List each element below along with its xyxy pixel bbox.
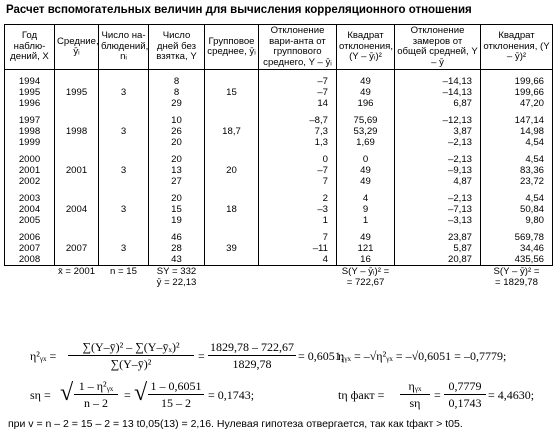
- group-mean-cell: [205, 193, 259, 204]
- count-cell: [99, 232, 149, 243]
- dev-group-cell: 14: [259, 98, 337, 109]
- days-cell: 20: [149, 193, 205, 204]
- dev-total-cell: 4,87: [395, 176, 481, 187]
- dev-group-cell: –8,7: [259, 115, 337, 126]
- table-body: [5, 70, 553, 289]
- sq-total-cell: 4,54: [481, 154, 553, 165]
- s-eta-formula: [30, 378, 270, 412]
- table-row: [5, 215, 553, 226]
- header-row: [5, 25, 553, 70]
- group-mean-cell: 39: [205, 243, 259, 254]
- header-year: Год наблю-дений, X: [5, 25, 55, 70]
- sq-group-cell: 16: [337, 254, 395, 266]
- dev-group-cell: 1,3: [259, 137, 337, 148]
- days-cell: 43: [149, 254, 205, 266]
- sq-total-cell: 199,66: [481, 87, 553, 98]
- year-cell: 2007: [5, 243, 55, 254]
- s-lhs: sη =: [30, 388, 51, 402]
- s-fraction-line-2: [148, 394, 204, 395]
- year-cell: 2008: [5, 254, 55, 266]
- eta2-numerator: ∑(Y–ȳ)² – ∑(Y–ȳₓ)²: [82, 340, 180, 354]
- sq-total-cell: 435,56: [481, 254, 553, 266]
- sq-group-cell: 196: [337, 98, 395, 109]
- s-result: = 0,1743;: [208, 388, 255, 402]
- sq-group-cell: 49: [337, 87, 395, 98]
- mean-x-cell: 2007: [55, 243, 99, 254]
- header-count: Число на-блюдений, nᵢ: [99, 25, 149, 70]
- s-fraction-line: [74, 394, 118, 395]
- group-mean-cell: [205, 115, 259, 126]
- dev-group-cell: 7,3: [259, 126, 337, 137]
- table-row: [5, 126, 553, 137]
- eta2-fraction-line-2: [208, 355, 296, 356]
- sq-group-cell: 49: [337, 165, 395, 176]
- table-row: [5, 165, 553, 176]
- s-num-values: 1 – 0,6051: [150, 379, 202, 393]
- year-cell: 2002: [5, 176, 55, 187]
- summary-cell: n = 15: [110, 266, 137, 277]
- sq-group-cell: 49: [337, 76, 395, 87]
- t-fraction-line: [400, 394, 430, 395]
- days-cell: 28: [149, 243, 205, 254]
- mean-x-cell: 2001: [55, 165, 99, 176]
- group-mean-cell: [205, 232, 259, 243]
- t-eq: =: [434, 388, 441, 402]
- mean-x-cell: [55, 193, 99, 204]
- table-row: [5, 254, 553, 266]
- days-cell: 26: [149, 126, 205, 137]
- dev-total-cell: –3,13: [395, 215, 481, 226]
- dev-group-cell: –7: [259, 87, 337, 98]
- table-row: [5, 98, 553, 109]
- summary-cell: x̄ = 2001: [57, 266, 96, 277]
- summary-cell: [5, 277, 55, 288]
- mean-x-cell: [55, 98, 99, 109]
- sq-group-cell: 53,29: [337, 126, 395, 137]
- summary-cell: S(Y – ȳ)² =: [493, 266, 540, 277]
- eta2-den-values: 1829,78: [232, 357, 272, 371]
- eta2-num-values: 1829,78 – 722,67: [210, 340, 294, 354]
- dev-total-cell: –2,13: [395, 137, 481, 148]
- t-num-values: 0,7779: [448, 379, 482, 393]
- dev-group-cell: 7: [259, 232, 337, 243]
- days-cell: 15: [149, 204, 205, 215]
- days-cell: 13: [149, 165, 205, 176]
- sq-group-cell: 4: [337, 193, 395, 204]
- year-cell: 1999: [5, 137, 55, 148]
- dev-total-cell: –12,13: [395, 115, 481, 126]
- table-row: [5, 115, 553, 126]
- mean-x-cell: 1998: [55, 126, 99, 137]
- sq-group-cell: 49: [337, 176, 395, 187]
- dev-group-cell: –11: [259, 243, 337, 254]
- t-fraction-line-2: [444, 394, 486, 395]
- count-cell: 3: [99, 243, 149, 254]
- year-cell: 1994: [5, 76, 55, 87]
- eta2-fraction-line: [68, 355, 194, 356]
- table-row: [5, 87, 553, 98]
- dev-total-cell: 20,87: [395, 254, 481, 266]
- dev-total-cell: 23,87: [395, 232, 481, 243]
- count-cell: 3: [99, 204, 149, 215]
- group-mean-cell: [205, 176, 259, 187]
- summary-cell: [99, 277, 149, 288]
- mean-x-cell: 2004: [55, 204, 99, 215]
- summary-cell: [5, 266, 55, 278]
- summary-cell: [55, 277, 99, 288]
- header-group-mean: Групповое среднее, ȳᵢ: [205, 25, 259, 70]
- dev-group-cell: 7: [259, 176, 337, 187]
- sq-group-cell: 9: [337, 204, 395, 215]
- summary-cell: [395, 266, 481, 278]
- count-cell: [99, 176, 149, 187]
- year-cell: 1996: [5, 98, 55, 109]
- sq-group-cell: 1: [337, 215, 395, 226]
- dev-total-cell: –9,13: [395, 165, 481, 176]
- summary-cell: S(Y – ȳᵢ)² =: [341, 266, 390, 277]
- correlation-table: [4, 24, 553, 288]
- days-cell: 19: [149, 215, 205, 226]
- t-den-values: 0,1743: [448, 396, 482, 410]
- eta2-eq: =: [198, 349, 205, 363]
- days-cell: 20: [149, 154, 205, 165]
- t-result: = 4,4630;: [488, 388, 535, 402]
- table-row: [5, 243, 553, 254]
- s-den-values: 15 – 2: [161, 396, 191, 410]
- sq-total-cell: 4,54: [481, 193, 553, 204]
- summary-cell: [395, 277, 481, 288]
- table-row: [5, 232, 553, 243]
- year-cell: 1995: [5, 87, 55, 98]
- summary-cell: [205, 266, 259, 278]
- dev-total-cell: 3,87: [395, 126, 481, 137]
- dev-total-cell: –2,13: [395, 154, 481, 165]
- header-sq-group: Квадрат отклонения, (Y – ȳᵢ)²: [337, 25, 395, 70]
- table-row: [5, 137, 553, 148]
- header-dev-group: Отклонение вари-анта от группового среднего, Y – ȳᵢ: [259, 25, 337, 70]
- year-cell: 2000: [5, 154, 55, 165]
- count-cell: [99, 154, 149, 165]
- eta-formula: ηᵧₓ = –√η²ᵧₓ = –√0,6051 = –0,7779;: [338, 349, 507, 363]
- sq-group-cell: 0: [337, 154, 395, 165]
- dev-total-cell: 5,87: [395, 243, 481, 254]
- summary-row: [5, 266, 553, 278]
- dev-group-cell: –7: [259, 76, 337, 87]
- eta2-result: = 0,6051;: [298, 349, 345, 363]
- dev-group-cell: 4: [259, 254, 337, 266]
- dev-group-cell: 1: [259, 215, 337, 226]
- group-mean-cell: [205, 137, 259, 148]
- sq-total-cell: 147,14: [481, 115, 553, 126]
- sq-total-cell: 199,66: [481, 76, 553, 87]
- group-mean-cell: [205, 154, 259, 165]
- s-numerator: 1 – η²ᵧₓ: [78, 379, 114, 393]
- sq-group-cell: 75,69: [337, 115, 395, 126]
- table-row: [5, 176, 553, 187]
- count-cell: [99, 215, 149, 226]
- sq-group-cell: 49: [337, 232, 395, 243]
- mean-x-cell: 1995: [55, 87, 99, 98]
- summary-cell: = 1829,78: [495, 277, 538, 288]
- year-cell: 1997: [5, 115, 55, 126]
- t-fact-formula: [338, 378, 552, 412]
- mean-x-cell: [55, 115, 99, 126]
- dev-total-cell: –7,13: [395, 204, 481, 215]
- dev-group-cell: 2: [259, 193, 337, 204]
- summary-cell: ȳ = 22,13: [156, 277, 197, 288]
- table-row: [5, 76, 553, 87]
- mean-x-cell: [55, 215, 99, 226]
- days-cell: 20: [149, 137, 205, 148]
- sq-total-cell: 569,78: [481, 232, 553, 243]
- summary-cell: [205, 277, 259, 288]
- header-days: Число дней без взятка, Y: [149, 25, 205, 70]
- mean-x-cell: [55, 76, 99, 87]
- s-sqrt-sign: √: [60, 380, 74, 406]
- days-cell: 8: [149, 76, 205, 87]
- group-mean-cell: [205, 254, 259, 266]
- count-cell: [99, 137, 149, 148]
- summary-row: [5, 277, 553, 288]
- group-mean-cell: [205, 215, 259, 226]
- count-cell: [99, 193, 149, 204]
- dev-total-cell: 6,87: [395, 98, 481, 109]
- sq-group-cell: 121: [337, 243, 395, 254]
- sq-total-cell: 34,46: [481, 243, 553, 254]
- table-row: [5, 193, 553, 204]
- year-cell: 2004: [5, 204, 55, 215]
- year-cell: 2005: [5, 215, 55, 226]
- t-lhs: tη факт =: [338, 388, 385, 402]
- sq-total-cell: 9,80: [481, 215, 553, 226]
- sq-total-cell: 23,72: [481, 176, 553, 187]
- count-cell: [99, 115, 149, 126]
- s-eq: =: [124, 388, 131, 402]
- dev-group-cell: –3: [259, 204, 337, 215]
- days-cell: 10: [149, 115, 205, 126]
- group-mean-cell: [205, 98, 259, 109]
- sq-total-cell: 50,84: [481, 204, 553, 215]
- sq-group-cell: 1,69: [337, 137, 395, 148]
- header-dev-total: Отклонение замеров от общей средней, Y – ȳ: [395, 25, 481, 70]
- summary-cell: SY = 332: [156, 266, 197, 277]
- sq-total-cell: 14,98: [481, 126, 553, 137]
- count-cell: 3: [99, 126, 149, 137]
- group-mean-cell: 18: [205, 204, 259, 215]
- group-mean-cell: 18,7: [205, 126, 259, 137]
- count-cell: [99, 98, 149, 109]
- group-mean-cell: 15: [205, 87, 259, 98]
- year-cell: 2001: [5, 165, 55, 176]
- days-cell: 29: [149, 98, 205, 109]
- mean-x-cell: [55, 137, 99, 148]
- year-cell: 2003: [5, 193, 55, 204]
- days-cell: 8: [149, 87, 205, 98]
- mean-x-cell: [55, 254, 99, 266]
- mean-x-cell: [55, 232, 99, 243]
- eta2-denominator: ∑(Y–ȳ)²: [110, 357, 152, 371]
- s-sqrt-sign-2: √: [134, 380, 148, 406]
- header-mean-x: Средние, ȳᵢ: [55, 25, 99, 70]
- table-row: [5, 204, 553, 215]
- summary-cell: [259, 266, 337, 278]
- summary-cell: [259, 277, 337, 288]
- eta-squared-formula: [30, 340, 345, 372]
- count-cell: 3: [99, 87, 149, 98]
- group-mean-cell: [205, 76, 259, 87]
- mean-x-cell: [55, 176, 99, 187]
- t-denominator: sη: [409, 396, 421, 410]
- dev-total-cell: –14,13: [395, 87, 481, 98]
- count-cell: 3: [99, 165, 149, 176]
- group-mean-cell: 20: [205, 165, 259, 176]
- sq-total-cell: 83,36: [481, 165, 553, 176]
- dev-total-cell: –2,13: [395, 193, 481, 204]
- header-sq-total: Квадрат отклонения, (Y – ȳ)²: [481, 25, 553, 70]
- eta2-lhs: η²ᵧₓ =: [30, 349, 57, 363]
- summary-cell: = 722,67: [346, 277, 385, 288]
- table-title: Расчет вспомогательных величин для вычисления корреляционного отношения: [6, 4, 472, 16]
- table-row: [5, 154, 553, 165]
- year-cell: 2006: [5, 232, 55, 243]
- t-numerator: ηᵧₓ: [408, 379, 422, 393]
- count-cell: [99, 254, 149, 266]
- s-denominator: n – 2: [84, 396, 108, 410]
- year-cell: 1998: [5, 126, 55, 137]
- days-cell: 46: [149, 232, 205, 243]
- sq-total-cell: 47,20: [481, 98, 553, 109]
- dev-group-cell: 0: [259, 154, 337, 165]
- sq-total-cell: 4,54: [481, 137, 553, 148]
- conclusion-text: при v = n – 2 = 15 – 2 = 13 t0,05(13) = 2,16. Нулевая гипотеза отвергается, так как tфакт > t05.: [8, 418, 463, 430]
- dev-group-cell: –7: [259, 165, 337, 176]
- count-cell: [99, 76, 149, 87]
- dev-total-cell: –14,13: [395, 76, 481, 87]
- mean-x-cell: [55, 154, 99, 165]
- days-cell: 27: [149, 176, 205, 187]
